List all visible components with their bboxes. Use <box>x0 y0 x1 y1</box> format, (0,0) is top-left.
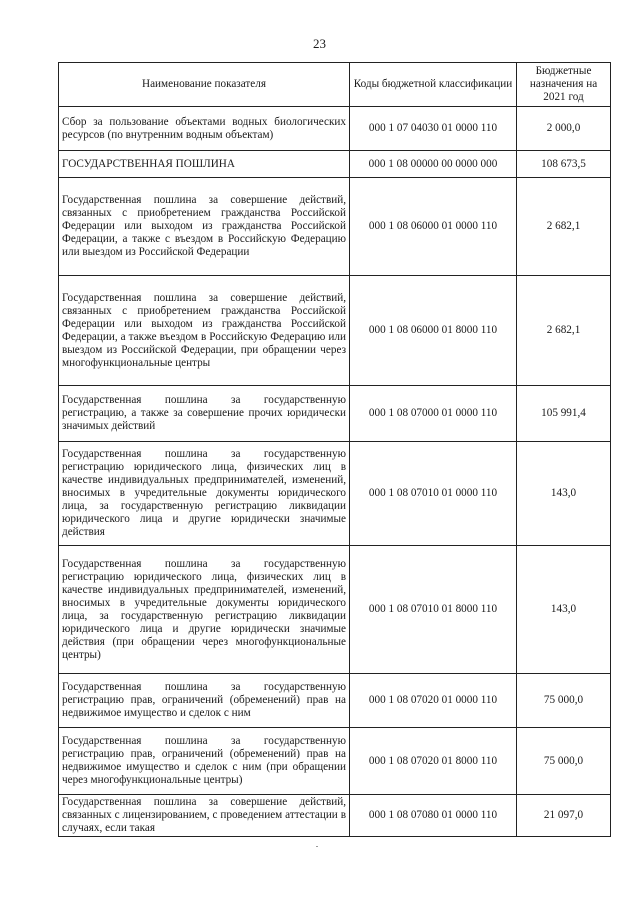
row-code: 000 1 07 04030 01 0000 110 <box>350 107 517 151</box>
row-amount: 2 000,0 <box>517 107 611 151</box>
row-amount: 21 097,0 <box>517 795 611 837</box>
row-code: 000 1 08 00000 00 0000 000 <box>350 151 517 178</box>
header-code: Коды бюджетной классификации <box>350 63 517 107</box>
row-code: 000 1 08 07000 01 0000 110 <box>350 386 517 442</box>
header-amount: Бюджетные назначения на 2021 год <box>517 63 611 107</box>
row-amount: 108 673,5 <box>517 151 611 178</box>
row-code: 000 1 08 06000 01 8000 110 <box>350 276 517 386</box>
row-amount: 143,0 <box>517 442 611 546</box>
row-name: Государственная пошлина за совершение действий, связанных с приобретением гражданства Российской Федерации или выходом из гражданства Российской Федерации, а также с въездом в Российскую Федерацию или выездом из Российской Федерации <box>59 178 350 276</box>
budget-table <box>58 62 611 837</box>
row-name: ГОСУДАРСТВЕННАЯ ПОШЛИНА <box>59 151 350 178</box>
table-row <box>59 151 611 178</box>
row-name: Государственная пошлина за совершение действий, связанных с лицензированием, с проведением аттестации в случаях, если такая <box>59 795 350 837</box>
row-name: Государственная пошлина за государственную регистрацию прав, ограничений (обременений) прав на недвижимое имущество и сделок с ним (при обращении через многофункциональные центры) <box>59 728 350 795</box>
header-name: Наименование показателя <box>59 63 350 107</box>
row-code: 000 1 08 06000 01 0000 110 <box>350 178 517 276</box>
row-code: 000 1 08 07010 01 8000 110 <box>350 546 517 674</box>
row-amount: 75 000,0 <box>517 728 611 795</box>
row-code: 000 1 08 07080 01 0000 110 <box>350 795 517 837</box>
table-row <box>59 178 611 276</box>
table-row <box>59 728 611 795</box>
row-name: Государственная пошлина за совершение действий, связанных с приобретением гражданства Российской Федерации или выходом из гражданства Российской Федерации, а также въездом в Российскую Федерацию или выездом из Российской Федерации, при обращении через многофункциональные центры <box>59 276 350 386</box>
row-name: Государственная пошлина за государственную регистрацию прав, ограничений (обременений) прав на недвижимое имущество и сделок с ним <box>59 674 350 728</box>
row-name: Государственная пошлина за государственную регистрацию юридического лица, физических лиц в качестве индивидуальных предпринимателей, изменений, вносимых в учредительные документы юридического лица, за государственную регистрацию ликвидации юридического лица и другие юридически значимые действия <box>59 442 350 546</box>
table-header-row <box>59 63 611 107</box>
table-row <box>59 546 611 674</box>
row-name: Государственная пошлина за государственную регистрацию юридического лица, физических лиц в качестве индивидуальных предпринимателей, изменений, вносимых в учредительные документы юридического лица, за государственную регистрацию ликвидации юридического лица и другие юридически значимые действия (при обращении через многофункциональные центры) <box>59 546 350 674</box>
row-code: 000 1 08 07020 01 0000 110 <box>350 674 517 728</box>
row-code: 000 1 08 07010 01 0000 110 <box>350 442 517 546</box>
row-amount: 2 682,1 <box>517 276 611 386</box>
table-row <box>59 795 611 837</box>
row-amount: 143,0 <box>517 546 611 674</box>
table-row <box>59 386 611 442</box>
row-amount: 105 991,4 <box>517 386 611 442</box>
page-number: 23 <box>313 36 326 51</box>
row-amount: 75 000,0 <box>517 674 611 728</box>
table-row <box>59 107 611 151</box>
table-row <box>59 674 611 728</box>
row-name: Сбор за пользование объектами водных биологических ресурсов (по внутренним водным объектам) <box>59 107 350 151</box>
row-amount: 2 682,1 <box>517 178 611 276</box>
row-code: 000 1 08 07020 01 8000 110 <box>350 728 517 795</box>
table-row <box>59 442 611 546</box>
table-row <box>59 276 611 386</box>
scan-speck <box>316 846 318 847</box>
row-name: Государственная пошлина за государственную регистрацию, а также за совершение прочих юридически значимых действий <box>59 386 350 442</box>
